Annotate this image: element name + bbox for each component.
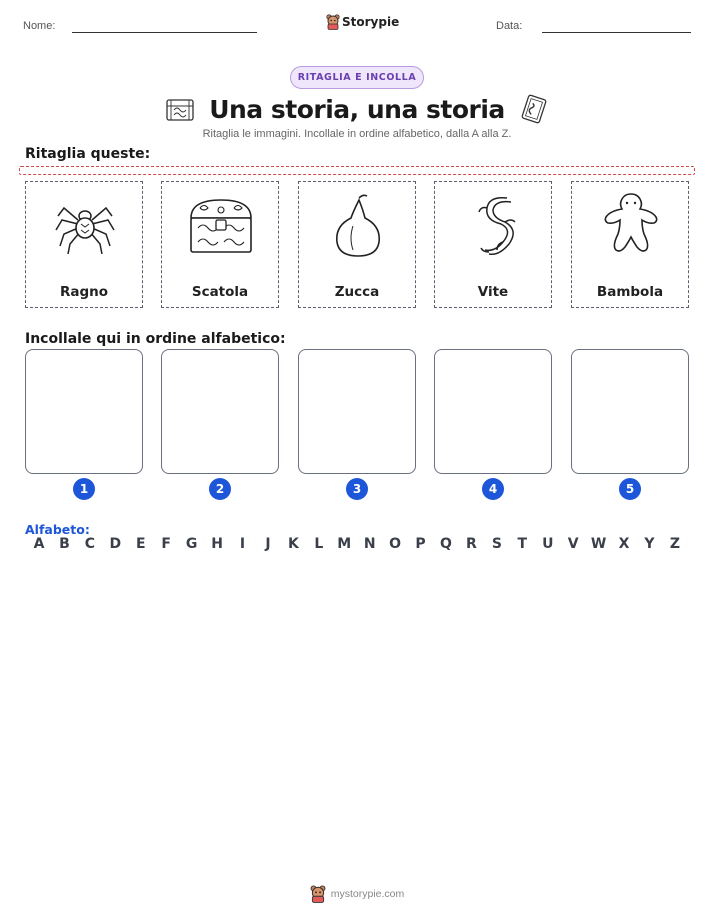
alphabet-letter: X xyxy=(618,536,630,552)
treasure-chest-icon xyxy=(186,190,256,260)
alphabet-row xyxy=(25,536,689,556)
paste-box-2[interactable] xyxy=(161,349,279,474)
number-badge: 3 xyxy=(346,478,368,500)
vine-icon xyxy=(459,190,529,260)
alphabet-letter: R xyxy=(466,536,477,552)
bear-mascot-icon xyxy=(326,14,340,30)
worksheet-header xyxy=(0,12,714,40)
card-label: Ragno xyxy=(59,284,109,300)
paste-box-5[interactable] xyxy=(571,349,689,474)
cut-card-zucca[interactable] xyxy=(298,181,416,308)
number-badge: 2 xyxy=(209,478,231,500)
alphabet-letter: H xyxy=(211,536,223,552)
instructions: Ritaglia le immagini. Incollale in ordine alfabetico, dalla A alla Z. xyxy=(202,128,512,140)
storybook-icon xyxy=(519,94,549,124)
alphabet-letter: T xyxy=(517,536,528,552)
alphabet-letter: J xyxy=(265,536,271,552)
alphabet-letter: P xyxy=(415,536,426,552)
card-label: Scatola xyxy=(191,284,249,300)
cut-guide-line xyxy=(19,166,695,175)
alphabet-letter: Z xyxy=(669,536,681,552)
alphabet-letter: C xyxy=(84,536,96,552)
alphabet-letter: L xyxy=(314,536,324,552)
page-title: Una storia, una storia xyxy=(209,94,505,124)
card-label: Vite xyxy=(477,284,509,300)
name-label: Nome: xyxy=(23,20,56,32)
logo-text: Storypie xyxy=(342,15,400,29)
footer-url[interactable]: mystorypie.com xyxy=(330,888,405,900)
alphabet-label: Alfabeto: xyxy=(25,522,90,537)
alphabet-letter: A xyxy=(33,536,45,552)
alphabet-letter: O xyxy=(389,536,402,552)
alphabet-letter: W xyxy=(590,536,607,552)
storypie-logo xyxy=(326,14,399,30)
number-badge: 1 xyxy=(73,478,95,500)
doll-icon xyxy=(596,190,666,260)
paste-box-3[interactable] xyxy=(298,349,416,474)
number-badge: 5 xyxy=(619,478,641,500)
alphabet-letter: M xyxy=(337,536,352,552)
alphabet-letter: I xyxy=(239,536,246,552)
date-label: Data: xyxy=(496,20,523,32)
alphabet-letter: E xyxy=(135,536,146,552)
alphabet-letter: B xyxy=(59,536,70,552)
paste-box-4[interactable] xyxy=(434,349,552,474)
alphabet-letter: F xyxy=(161,536,171,552)
cut-card-bambola[interactable] xyxy=(571,181,689,308)
alphabet-letter: G xyxy=(185,536,198,552)
paste-heading: Incollale qui in ordine alfabetico: xyxy=(25,331,286,347)
spider-icon xyxy=(50,190,120,260)
alphabet-letter: Y xyxy=(644,536,655,552)
carved-box-icon xyxy=(165,96,195,122)
card-label: Bambola xyxy=(596,284,664,300)
title-row xyxy=(0,92,714,126)
alphabet-letter: D xyxy=(109,536,122,552)
cut-heading: Ritaglia queste: xyxy=(25,146,151,162)
bear-mascot-icon xyxy=(310,885,326,903)
name-line xyxy=(72,32,257,33)
number-badge: 4 xyxy=(482,478,504,500)
alphabet-letter: V xyxy=(567,536,579,552)
cut-card-scatola[interactable] xyxy=(161,181,279,308)
card-label: Zucca xyxy=(334,284,380,300)
alphabet-letter: K xyxy=(287,536,299,552)
page-footer xyxy=(0,885,714,903)
paste-box-1[interactable] xyxy=(25,349,143,474)
activity-badge: RITAGLIA E INCOLLA xyxy=(290,66,424,89)
alphabet-letter: Q xyxy=(440,536,452,552)
alphabet-letter: U xyxy=(542,536,554,552)
alphabet-letter: N xyxy=(363,536,376,552)
cut-card-vite[interactable] xyxy=(434,181,552,308)
date-line xyxy=(542,32,691,33)
gourd-icon xyxy=(323,190,393,260)
alphabet-letter: S xyxy=(491,536,502,552)
cut-card-ragno[interactable] xyxy=(25,181,143,308)
